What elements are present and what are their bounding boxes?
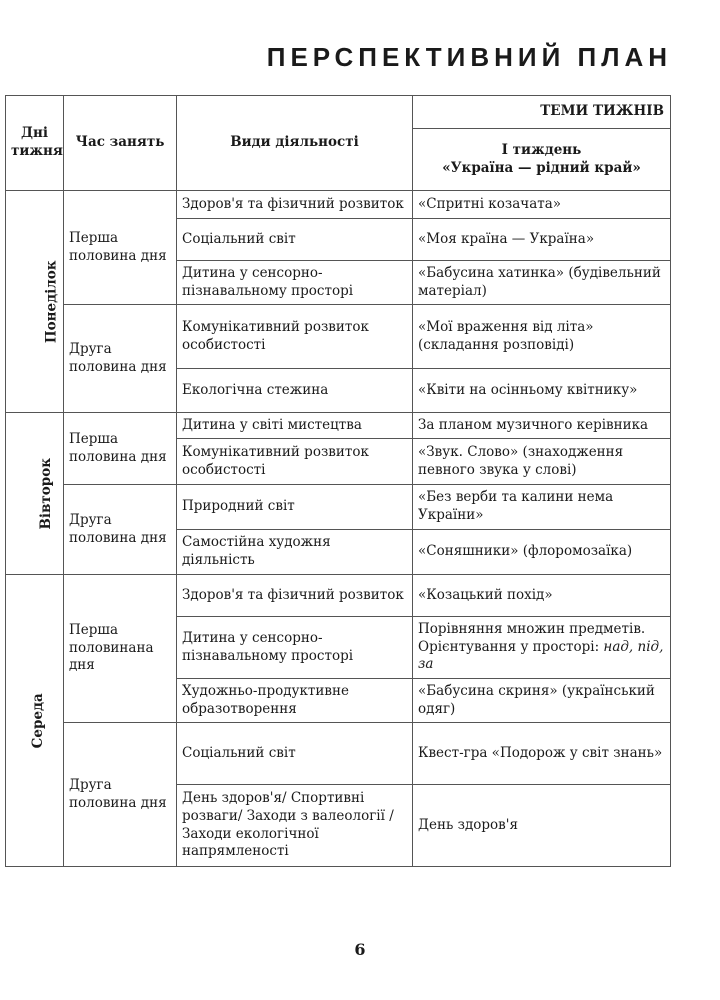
activity-cell: Комунікативний розвиток особистості — [177, 305, 413, 369]
activity-cell: Дитина у сенсорно-пізнавальному просторі — [177, 261, 413, 305]
theme-cell: «Квіти на осінньому квітнику» — [413, 369, 671, 413]
week-theme: «Україна — рідний край» — [442, 159, 641, 176]
theme-cell: «Звук. Слово» (знаходження певного звука у слові) — [413, 439, 671, 485]
time-cell: Друга половина дня — [64, 485, 177, 575]
theme-cell — [413, 617, 671, 679]
theme-cell: «Бабусина хатинка» (будівельний матеріал) — [413, 261, 671, 305]
time-cell: Перша половина дня — [64, 413, 177, 485]
table-row — [6, 485, 671, 530]
theme-cell: За планом музичного керівника — [413, 413, 671, 439]
time-cell: Друга половина дня — [64, 305, 177, 413]
table-row — [6, 723, 671, 785]
activity-cell: Комунікативний розвиток особистості — [177, 439, 413, 485]
day-monday: Понеділок — [6, 191, 64, 413]
activity-cell: Здоров'я та фізичний розвиток — [177, 191, 413, 219]
activity-cell: Дитина у сенсорно-пізнавальному просторі — [177, 617, 413, 679]
theme-cell: «Спритні козачата» — [413, 191, 671, 219]
header-days: Дні тижня — [6, 96, 64, 191]
week-label: І тиждень — [501, 141, 582, 158]
theme-cell: «Мої враження від літа» (складання розповіді) — [413, 305, 671, 369]
plan-table — [5, 95, 671, 867]
table-row — [6, 191, 671, 219]
activity-cell: Природний світ — [177, 485, 413, 530]
table-row — [6, 413, 671, 439]
theme-cell: «Козацький похід» — [413, 575, 671, 617]
header-week — [413, 129, 671, 191]
theme-cell: День здоров'я — [413, 785, 671, 867]
activity-cell: Екологічна стежина — [177, 369, 413, 413]
activity-cell: Дитина у світі мистецтва — [177, 413, 413, 439]
activity-cell: Самостійна художня діяльність — [177, 530, 413, 575]
header-time: Час занять — [64, 96, 177, 191]
theme-cell: «Бабусина скриня» (український одяг) — [413, 679, 671, 723]
theme-cell: «Соняшники» (флоромозаїка) — [413, 530, 671, 575]
theme-cell: Квест-гра «Подорож у світ знань» — [413, 723, 671, 785]
page-number: 6 — [354, 940, 366, 959]
activity-cell: Соціальний світ — [177, 219, 413, 261]
theme-orientation-text: Порівняння множин предметів. Орієнтування у просторі: над, під, за — [418, 621, 664, 673]
table-row — [6, 575, 671, 617]
activity-cell: Соціальний світ — [177, 723, 413, 785]
table-row — [6, 305, 671, 369]
header-themes: ТЕМИ ТИЖНІВ — [413, 96, 671, 129]
day-wednesday: Середа — [6, 575, 64, 867]
theme-cell: «Без верби та калини нема України» — [413, 485, 671, 530]
day-tuesday: Вівторок — [6, 413, 64, 575]
theme-cell: «Моя країна — Україна» — [413, 219, 671, 261]
time-cell: Перша половинана дня — [64, 575, 177, 723]
activity-cell: Здоров'я та фізичний розвиток — [177, 575, 413, 617]
activity-cell: День здоров'я/ Спортивні розваги/ Заходи з валеології /Заходи екологічної напрямленості — [177, 785, 413, 867]
page-title: ПЕРСПЕКТИВНИЙ ПЛАН — [266, 42, 672, 72]
time-cell: Друга половина дня — [64, 723, 177, 867]
header-activities: Види діяльності — [177, 96, 413, 191]
activity-cell: Художньо-продуктивне образотворення — [177, 679, 413, 723]
time-cell: Перша половина дня — [64, 191, 177, 305]
